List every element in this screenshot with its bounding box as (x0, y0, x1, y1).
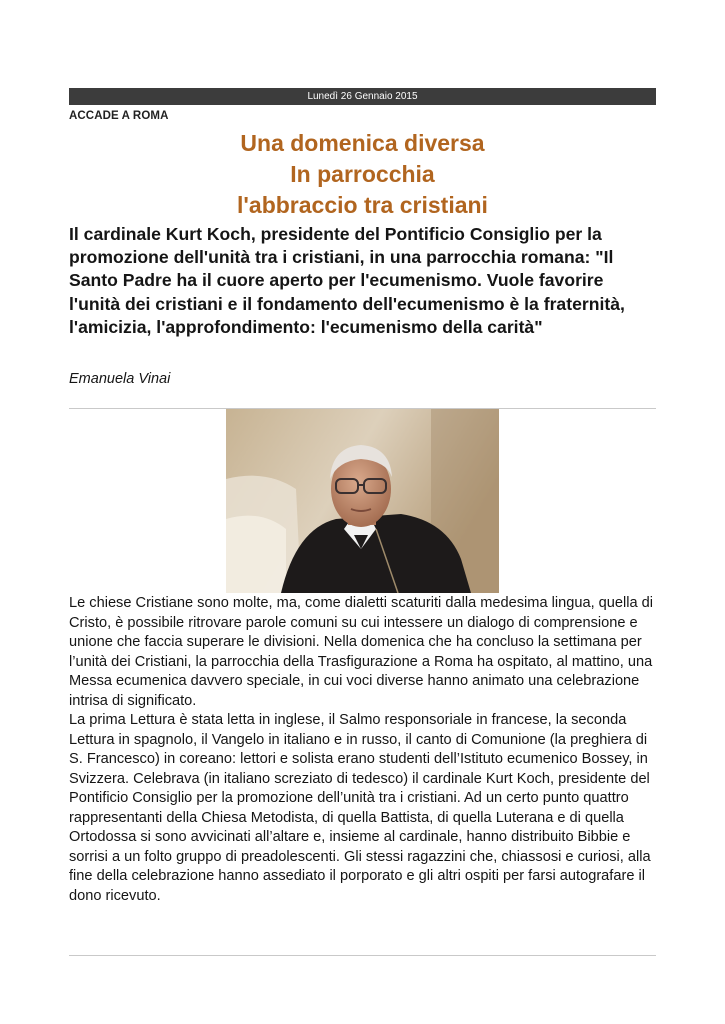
date-bar (69, 88, 656, 105)
publication-date: Lunedì 26 Gennaio 2015 (307, 91, 418, 102)
body-paragraph-1: Le chiese Cristiane sono molte, ma, come dialetti scaturiti dalla medesima lingua, quella di Cristo, è possibile ritrovare parole comuni su cui intessere un dialogo di comprensione e unione che faccia superare le divisioni. Nella domenica che ha concluso la settimana per l’unità dei Cristiani, la parrocchia della Trasfigurazione a Roma ha ospitato, al mattino, una Messa ecumenica davvero speciale, in cui voci diverse hanno animato una celebrazione intrisa di significato. (69, 595, 654, 709)
body-paragraph-2: La prima Lettura è stata letta in inglese, il Salmo responsoriale in francese, la seconda Lettura in spagnolo, il Vangelo in italiano e in russo, il canto di Comunione (la preghiera di S. Francesco) in coreano: lettori e solista erano studenti dell’Istituto ecumenico Bossey, in Svizzera. Celebrava (in italiano screziato di tedesco) il cardinale Kurt Koch, presidente del Pontificio Consiglio per la promozione dell’unità tra i cristiani. Ad un certo punto quattro rappresentanti della Chiesa Metodista, di quella Battista, di quella Luterana e di quella Ortodossa si sono avvicinati all’altare e, insieme al cardinale, hanno distribuito Bibbie e sorrisi a un folto gruppo di preadolescenti. Gli stessi ragazzini che, chiassosi e curiosi, alla fine della celebrazione hanno assediato il porporato e gli altri ospiti per farsi autografare il dono ricevuto. (69, 712, 651, 904)
headline-line-2: In parrocchia (290, 161, 435, 187)
article-author: Emanuela Vinai (69, 371, 171, 387)
divider-bottom (69, 955, 656, 956)
cardinal-photo (226, 409, 499, 593)
article-body (69, 594, 659, 906)
headline-line-1: Una domenica diversa (240, 130, 485, 156)
article-subtitle: Il cardinale Kurt Koch, presidente del Pontificio Consiglio per la promozione dell'unità tra i cristiani, in una parrocchia romana: "Il Santo Padre ha il cuore aperto per l'ecumenismo. Vuole favorire l'unità dei cristiani e il fondamento dell'ecumenismo è la fraternità, l'amicizia, l'approfondimento: l'ecumenismo della carità" (69, 224, 625, 337)
headline-line-3: l'abbraccio tra cristiani (237, 192, 488, 218)
section-label: ACCADE A ROMA (69, 110, 169, 122)
article-headline (69, 128, 656, 221)
